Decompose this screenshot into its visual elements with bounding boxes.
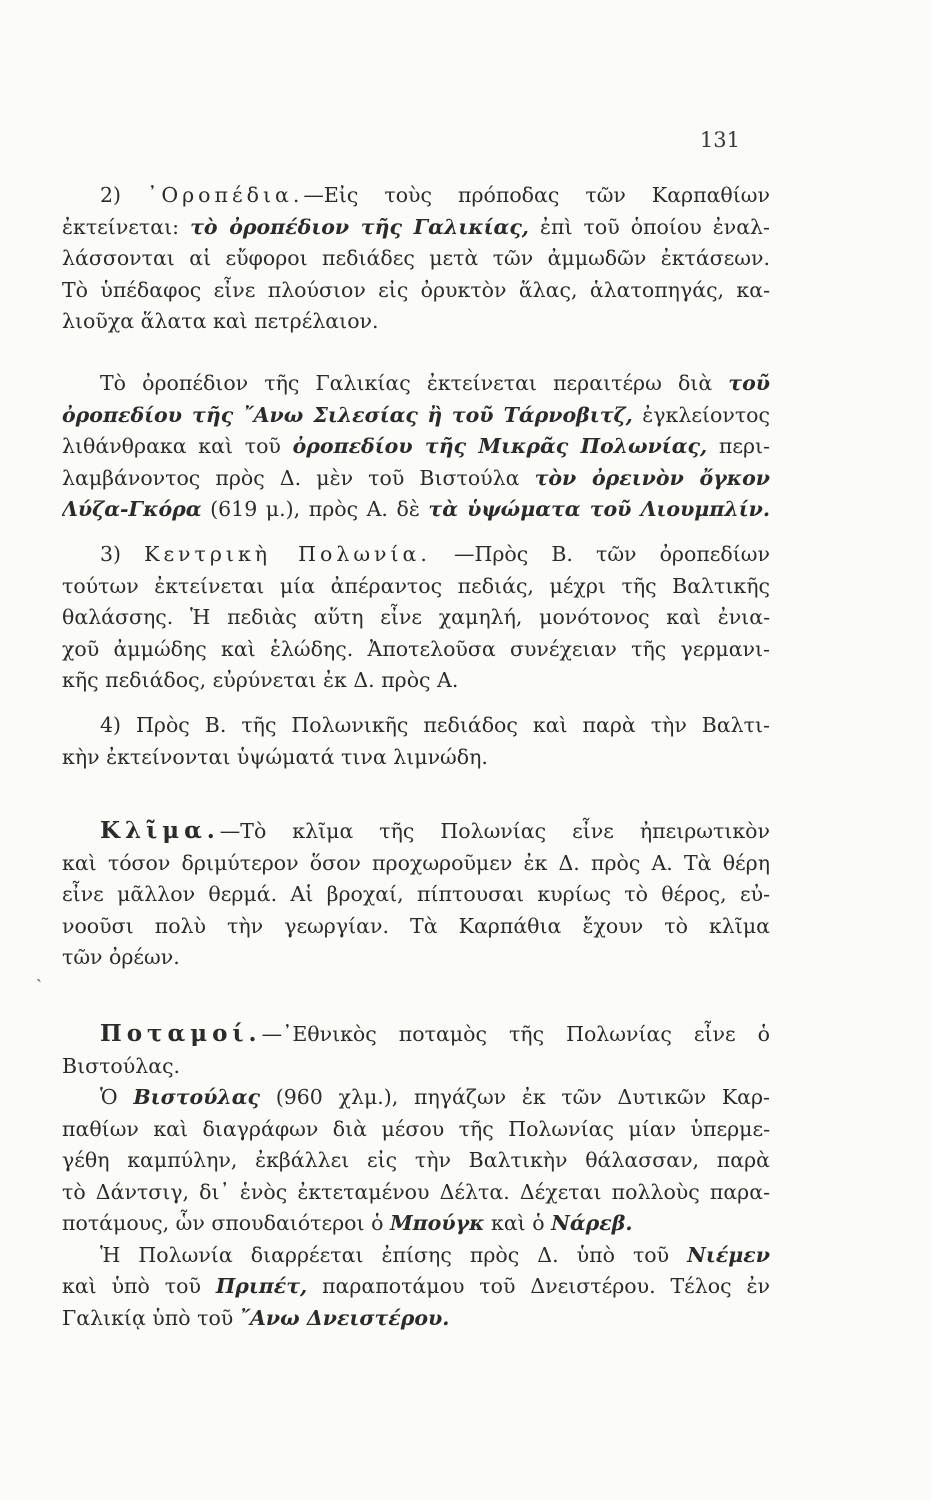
section-voreia [62,710,770,773]
text-line: Τὸ ὑπέδαφος εἶνε πλούσιον εἰς ὀρυκτὸν ἅλας, ἁλατοπηγάς, κα- [62,277,770,302]
text-line: τὸ Δάντσιγ, δι᾿ ἑνὸς ἐκτεταμένου Δέλτα. Δέχεται πολλοὺς παρα- [62,1179,770,1204]
section-oropedia [62,180,770,338]
text-line: καὶ ὑπὸ τοῦ Πριπέτ, παραποτάμου τοῦ Δνειστέρου. Τέλος ἐν [62,1274,770,1298]
text-line: κῆς πεδιάδος, εὐρύνεται ἐκ Δ. πρὸς Α. [62,668,459,692]
text-line: Τὸ ὀροπέδιον τῆς Γαλικίας ἐκτείνεται περαιτέρω διὰ τοῦ [100,371,770,395]
text-line: 4) Πρὸς Β. τῆς Πολωνικῆς πεδιάδος καὶ παρὰ τὴν Βαλτι- [100,713,770,737]
text-line: λιοῦχα ἅλατα καὶ πετρέλαιον. [62,309,379,333]
text-line: Βιστούλας. [62,1053,181,1078]
section-number: 4) [100,713,122,737]
text-line: Ὁ Βιστούλας (960 χλμ.), πηγάζων ἐκ τῶν Δυτικῶν Καρ- [100,1085,770,1109]
text-line: τούτων ἐκτείνεται μία ἀπέραντος πεδιάς, μέχρι τῆς Βαλτικῆς [62,573,770,598]
paragraph-ano-silesia [62,368,770,526]
section-heading: Κεντρικὴ Πολωνία. [144,542,431,566]
section-number: 2) [100,183,122,207]
text-line: Κλῖμα.—Τὸ κλῖμα τῆς Πολωνίας εἶνε ἠπειρωτικὸν [100,817,770,844]
text-line: ἐκτείνεται: τὸ ὀροπέδιον τῆς Γαλικίας, ἐπὶ τοῦ ὁποίου ἐναλ- [62,214,770,239]
text-line: Γαλικίᾳ ὑπὸ τοῦ ῎Ανω Δνειστέρου. [62,1305,450,1330]
section-heading: Ποταμοί. [100,1020,262,1047]
section-heading: ᾿Οροπέδια. [147,183,304,207]
section-potamoi [62,1018,770,1334]
section-klima [62,815,770,974]
section-kentriki-polonia [62,539,770,697]
text-line: 2) ᾿Οροπέδια.—Εἰς τοὺς πρόποδας τῶν Καρπαθίων [100,183,770,207]
text-line: εἶνε μᾶλλον θερμά. Αἱ βροχαί, πίπτουσαι κυρίως τὸ θέρος, εὐ- [62,882,770,906]
text-line: νοοῦσι πολὺ τὴν γεωργίαν. Τὰ Καρπάθια ἔχουν τὸ κλῖμα [62,913,770,938]
text-line: γέθη καμπύλην, ἐκβάλλει εἰς τὴν Βαλτικὴν θάλασσαν, παρὰ [62,1148,770,1172]
page-number: 131 [699,128,740,152]
text-line: λαμβάνοντος πρὸς Δ. μὲν τοῦ Βιστούλα τὸν ὀρεινὸν ὄγκον [62,465,770,490]
text-line: λάσσονται αἱ εὔφοροι πεδιάδες μετὰ τῶν ἀμμωδῶν ἐκτάσεων. [62,246,770,270]
text-line: 3) Κεντρικὴ Πολωνία. —Πρὸς Β. τῶν ὀροπεδίων [100,542,770,566]
text-line: Ἡ Πολωνία διαρρέεται ἐπίσης πρὸς Δ. ὑπὸ τοῦ Νιέμεν [100,1242,770,1267]
text-line: λιθάνθρακα καὶ τοῦ ὀροπεδίου τῆς Μικρᾶς Πολωνίας, περι- [62,434,770,458]
emphasis: τὸ ὀροπέδιον τῆς Γαλικίας, [190,214,529,239]
text-line: τῶν ὀρέων. [62,945,180,969]
text-line: χοῦ ἀμμώδης καὶ ἑλώδης. Ἀποτελοῦσα συνέχειαν τῆς γερμανι- [62,636,770,661]
text-line: ὀροπεδίου τῆς ῎Ανω Σιλεσίας ἢ τοῦ Τάρνοβιτζ, ἐγκλείοντος [62,402,770,427]
text-line: Ποταμοί.—᾿Εθνικὸς ποταμὸς τῆς Πολωνίας εἶνε ὁ [100,1020,770,1047]
text-line: καὶ τόσον δριμύτερον ὅσον προχωροῦμεν ἐκ Δ. πρὸς Α. Τὰ θέρη [62,850,770,875]
margin-mark: ˏ [36,962,42,983]
section-number: 3) [100,542,122,566]
text-line: παθίων καὶ διαγράφων διὰ μέσου τῆς Πολωνίας μίαν ὑπερμε- [62,1116,770,1141]
text-line: Λύζα-Γκόρα (619 μ.), πρὸς Α. δὲ τὰ ὑψώματα τοῦ Λιουμπλίν. [62,497,770,521]
text-line: ποτάμους, ὧν σπουδαιότεροι ὁ Μπούγκ καὶ ὁ Νάρεβ. [62,1211,633,1235]
text-line: θαλάσσης. Ἡ πεδιὰς αὕτη εἶνε χαμηλή, μονότονος καὶ ἐνια- [62,605,770,629]
text-line: κὴν ἐκτείνονται ὑψώματά τινα λιμνώδη. [62,744,488,769]
section-heading: Κλῖμα. [100,817,220,844]
